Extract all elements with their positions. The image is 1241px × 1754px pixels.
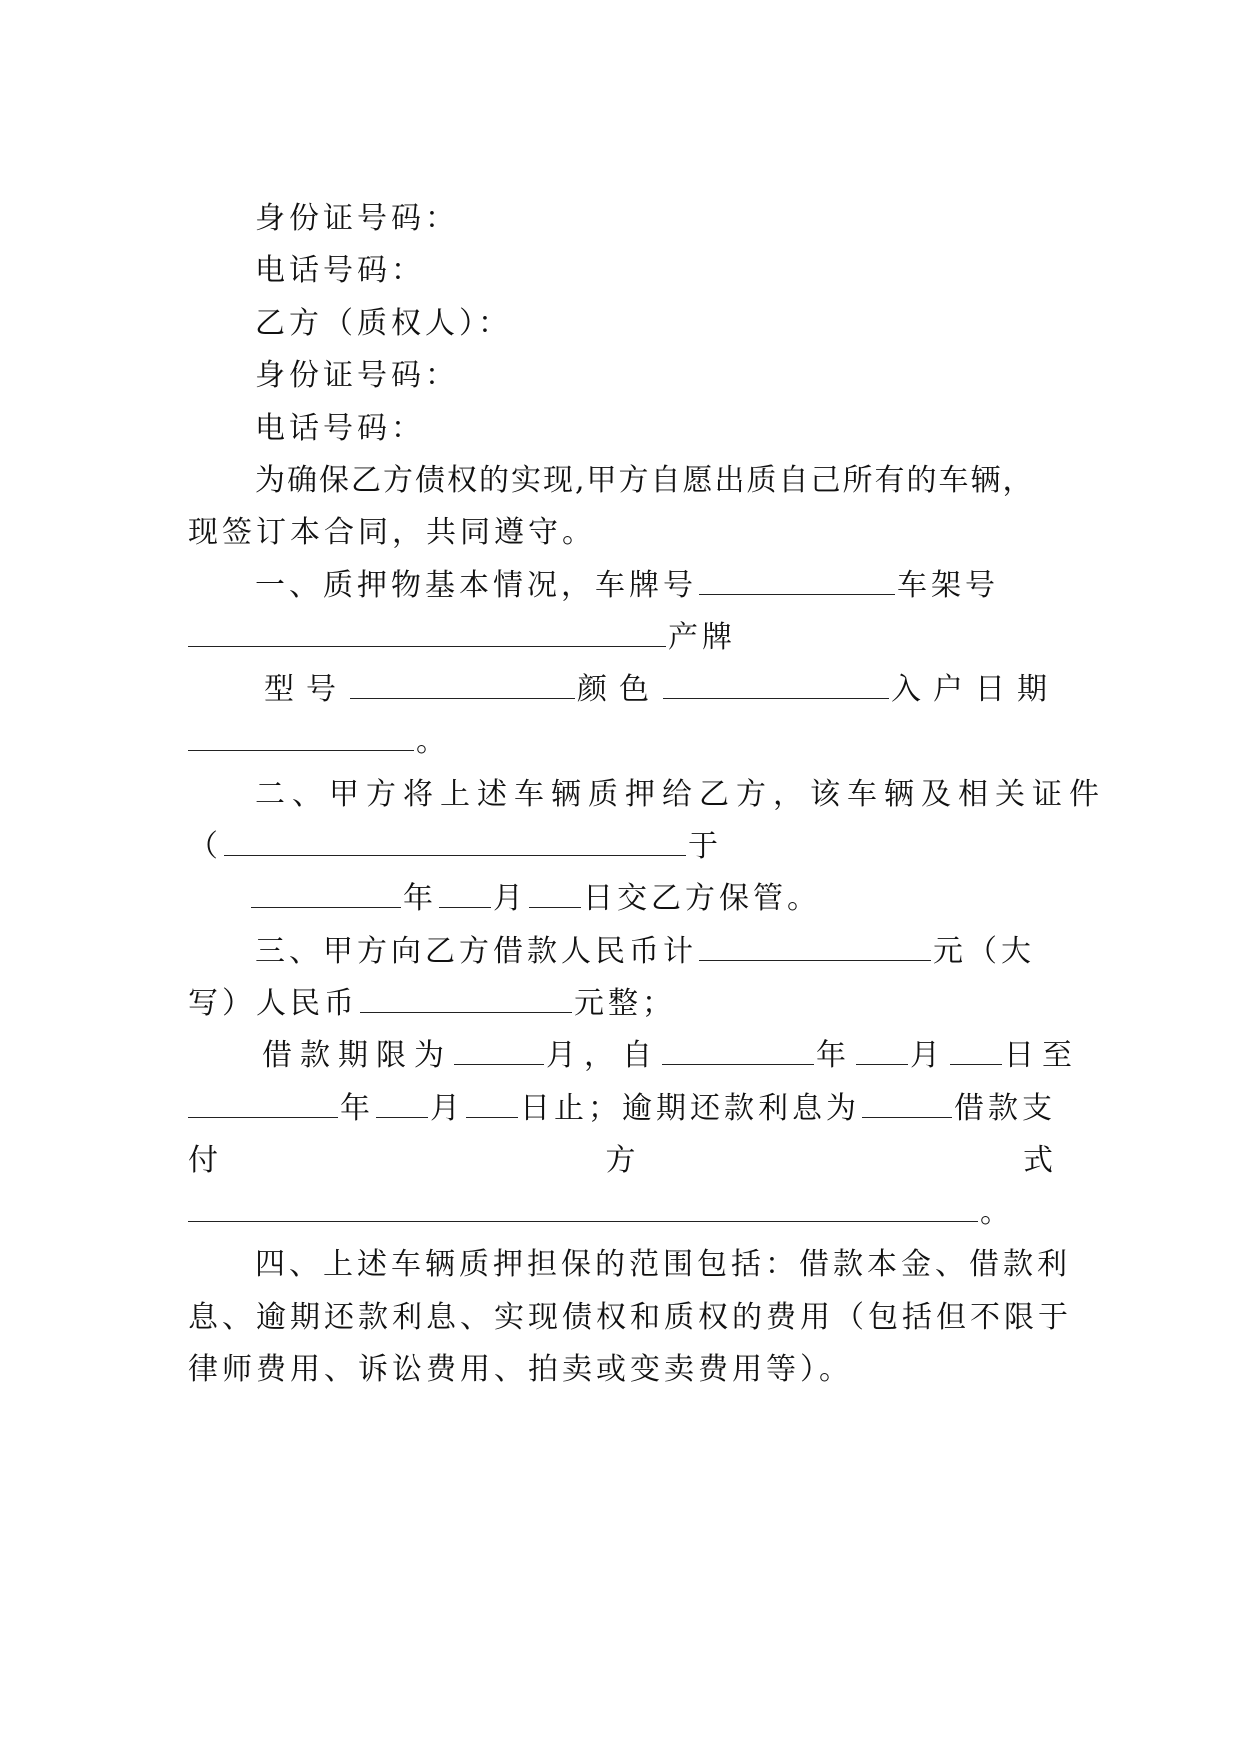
model-blank bbox=[350, 670, 575, 699]
model-label: 型号 bbox=[264, 672, 348, 707]
handover-year-blank bbox=[251, 879, 401, 908]
clause-3-line-3 bbox=[262, 1036, 1122, 1076]
capital-rmb-label: 写）人民币 bbox=[188, 986, 358, 1021]
pay-char: 付 bbox=[188, 1143, 218, 1178]
clause-1-line-3 bbox=[264, 670, 1124, 710]
start-month-label: 月 bbox=[910, 1038, 948, 1073]
frame-number-blank bbox=[188, 618, 666, 647]
start-year-blank bbox=[662, 1036, 814, 1065]
payment-label: 借款支 bbox=[954, 1091, 1056, 1126]
registration-date-blank bbox=[188, 722, 414, 751]
clause-1-line-2 bbox=[188, 618, 1048, 658]
clause-3-text: 三、甲方向乙方借款人民币计 bbox=[255, 934, 697, 969]
method-char: 方 bbox=[605, 1143, 636, 1178]
registration-date-label: 入户日期 bbox=[891, 672, 1059, 707]
clause-2-line-1: 二、甲方将上述车辆质押给乙方，该车辆及相关证件 bbox=[255, 777, 1106, 812]
overdue-interest-label: 日止；逾期还款利息为 bbox=[520, 1091, 860, 1126]
months-from-label: 月，自 bbox=[546, 1038, 660, 1073]
handover-day-blank bbox=[529, 879, 581, 908]
start-month-blank bbox=[856, 1036, 908, 1065]
clause-3-line-2 bbox=[188, 984, 1048, 1024]
end-year-label: 年 bbox=[340, 1091, 374, 1126]
clause-4-line-1: 四、上述车辆质押担保的范围包括：借款本金、借款利 bbox=[255, 1247, 1071, 1282]
end-month-label: 月 bbox=[430, 1091, 464, 1126]
end-month-blank bbox=[376, 1089, 428, 1118]
clause-3-line-4 bbox=[188, 1089, 1056, 1129]
party-b-id-line: 身份证号码： bbox=[255, 358, 459, 393]
start-day-label: 日至 bbox=[1004, 1038, 1080, 1073]
loan-amount-blank bbox=[699, 932, 931, 961]
frame-number-label: 车架号 bbox=[897, 568, 999, 603]
end-day-blank bbox=[466, 1089, 518, 1118]
color-blank bbox=[663, 670, 889, 699]
brand-label: 产牌 bbox=[668, 620, 736, 655]
way-char: 式 bbox=[1023, 1143, 1053, 1178]
overdue-interest-blank bbox=[862, 1089, 952, 1118]
clause-3-line-5 bbox=[188, 1141, 1053, 1181]
party-b-line: 乙方（质权人）： bbox=[255, 306, 512, 341]
capital-amount-blank bbox=[360, 984, 572, 1013]
clause-3-line-6 bbox=[188, 1193, 1048, 1233]
handover-text: 日交乙方保管。 bbox=[583, 881, 821, 916]
handover-month-blank bbox=[439, 879, 491, 908]
yuan-label: 元（大 bbox=[933, 934, 1035, 969]
clause-1-line-4 bbox=[188, 722, 1048, 762]
clause-2-on-label: 于 bbox=[688, 829, 722, 864]
clause-2-line-2 bbox=[188, 827, 1048, 867]
party-b-phone-line: 电话号码： bbox=[255, 411, 425, 446]
yuan-whole-label: 元整； bbox=[574, 986, 676, 1021]
month-label: 月 bbox=[493, 881, 527, 916]
start-year-label: 年 bbox=[816, 1038, 854, 1073]
year-label: 年 bbox=[403, 881, 437, 916]
documents-blank bbox=[224, 827, 686, 856]
start-day-blank bbox=[950, 1036, 1002, 1065]
clause-1-line-1 bbox=[255, 566, 1048, 606]
clause-2-line-3 bbox=[251, 879, 1111, 919]
preamble-line-2: 现签订本合同，共同遵守。 bbox=[188, 515, 596, 550]
clause-3-period: 。 bbox=[980, 1195, 1014, 1230]
clause-1-text: 一、质押物基本情况，车牌号 bbox=[255, 568, 697, 603]
clause-3-line-1 bbox=[255, 932, 1048, 972]
end-year-blank bbox=[188, 1089, 338, 1118]
party-a-id-line: 身份证号码： bbox=[255, 201, 459, 236]
clause-2-open-paren: （ bbox=[188, 829, 222, 864]
color-label: 颜色 bbox=[577, 672, 661, 707]
party-a-phone-line: 电话号码： bbox=[255, 253, 425, 288]
payment-method-blank bbox=[188, 1193, 978, 1222]
loan-term-label: 借款期限为 bbox=[262, 1038, 452, 1073]
term-months-blank bbox=[454, 1036, 544, 1065]
preamble-line-1: 为确保乙方债权的实现,甲方自愿出质自己所有的车辆， bbox=[255, 463, 1035, 498]
plate-number-blank bbox=[699, 566, 895, 595]
clause-4-line-3: 律师费用、诉讼费用、拍卖或变卖费用等）。 bbox=[188, 1352, 853, 1387]
clause-4-line-2: 息、逾期还款利息、实现债权和质权的费用（包括但不限于 bbox=[188, 1300, 1072, 1335]
clause-1-period: 。 bbox=[416, 724, 450, 759]
